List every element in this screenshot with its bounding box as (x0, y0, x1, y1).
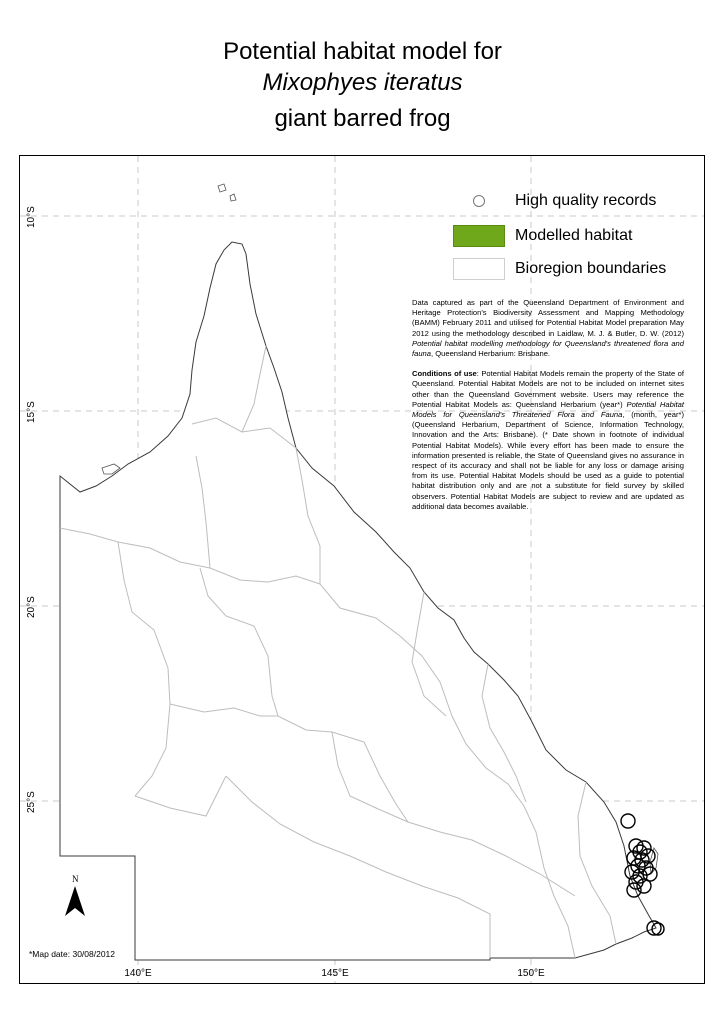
conditions-of-use-paragraph: Conditions of use: Potential Habitat Models remain the property of the State of Queensland. Potential Habitat Models are not to be included on internet sites other than the Queensland Government website. Users may reference the Potential Habitat Models as: Queensland Herbarium (year*) Potential Habitat Models for Queensland's Threatened Flora and Fauna, (month, year*) (Queensland Herbarium, Department of Science, Information Technology, Innovation and the Arts: Brisbane). (* Date shown in footnote of individual Potential Habitat Models). While every effort has been made to ensure the information presented is reliable, the State of Queensland gives no assurance in respect of its accuracy and shall not be liable for any loss or damage arising from its use. Potential Habitat Models should be used as a guide to potential habitat distribution only and are not a substitute for field survey by skilled observers. Potential Habitat Models are subject to review and are updated as additional data becomes available. (412, 369, 684, 511)
map-title-common-name: giant barred frog (274, 105, 451, 132)
legend-boundaries-label: Bioregion boundaries (515, 260, 667, 277)
record-circle-icon (453, 190, 505, 212)
lon-label-140: 140°E (124, 968, 152, 979)
north-arrow-icon (65, 886, 85, 916)
legend-records-label: High quality records (515, 192, 657, 209)
legend-habitat-label: Modelled habitat (515, 227, 633, 244)
lat-label-15: 15°S (26, 401, 37, 423)
map-title-species: Mixophyes iteratus (262, 69, 463, 96)
data-source-note (412, 298, 684, 522)
boundary-swatch-icon (453, 258, 505, 280)
map-date: *Map date: 30/08/2012 (29, 949, 116, 959)
lon-label-145: 145°E (321, 968, 349, 979)
legend-boundaries (453, 257, 666, 281)
island-2 (230, 194, 236, 201)
map-frame (19, 155, 705, 984)
lat-label-20: 20°S (26, 596, 37, 618)
island-1 (218, 184, 226, 192)
habitat-swatch-icon (453, 225, 505, 247)
legend-records (453, 189, 656, 213)
north-label: N (72, 874, 79, 884)
lat-label-10: 10°S (26, 206, 37, 228)
map-title-line-1: Potential habitat model for (223, 38, 502, 65)
lon-label-150: 150°E (517, 968, 545, 979)
record-point (621, 814, 635, 828)
legend-habitat (453, 224, 632, 248)
data-source-paragraph: Data captured as part of the Queensland Department of Environment and Heritage Protection's Biodiversity Assessment and Mapping Methodology (BAMM) February 2011 and utilised for Potential Habitat Model preparation May 2012 using the methodology described in Laidlaw, M. J. & Butler, D. W. (2012) Potential habitat modelling methodology for Queensland's threatened flora and fauna, Queensland Herbarium: Brisbane. (412, 298, 684, 359)
lat-label-25: 25°S (26, 791, 37, 813)
